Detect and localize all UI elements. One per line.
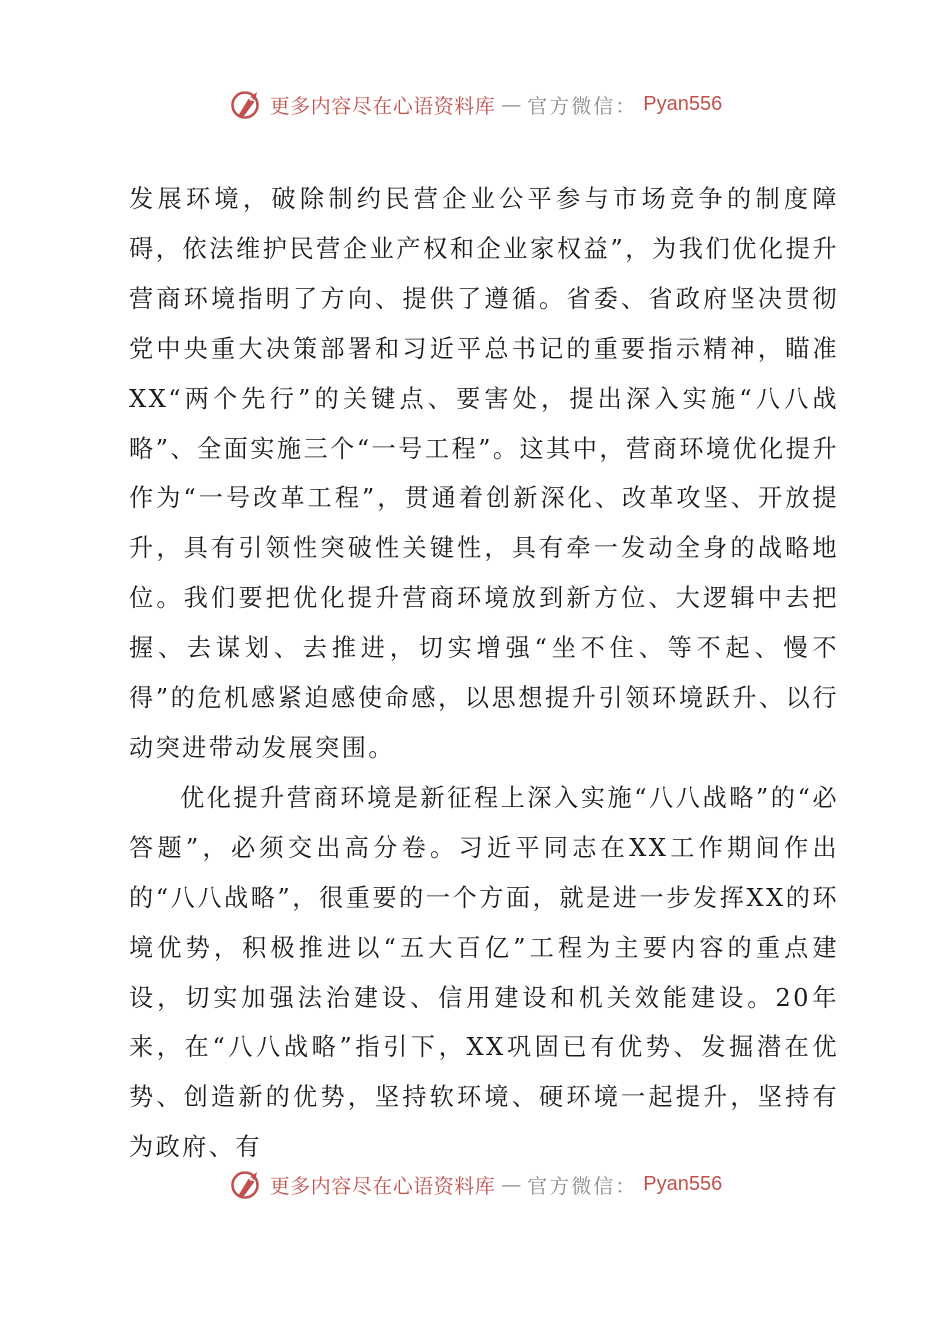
pen-nib-logo-icon <box>228 1166 264 1202</box>
header-banner-separator: — <box>501 92 522 116</box>
pen-nib-logo-icon <box>228 86 264 122</box>
paragraph-1: 发展环境，破除制约民营企业公平参与市场竞争的制度障碍，依法维护民营企业产权和企业家权益”，为我们优化提升营商环境指明了方向、提供了遵循。省委、省政府坚决贯彻党中央重大决策部署和习近平总书记的重要指示精神，瞄准XX“两个先行”的关键点、要害处，提出深入实施“八八战略”、全面实施三个“一号工程”。这其中，营商环境优化提升作为“一号改革工程”，贯通着创新深化、改革攻坚、开放提升，具有引领性突破性关键性，具有牵一发动全身的战略地位。我们要把优化提升营商环境放到新方位、大逻辑中去把握、去谋划、去推进，切实增强“坐不住、等不起、慢不得”的危机感紧迫感使命感，以思想提升引领环境跃升、以行动突进带动发展突围。 <box>129 185 839 762</box>
footer-banner <box>0 1164 950 1204</box>
footer-wechat-label: 官方微信： <box>527 1173 638 1198</box>
footer-wechat-id: Pyan556 <box>643 1172 723 1195</box>
document-body <box>129 175 839 1173</box>
header-banner <box>0 84 950 124</box>
header-banner-text: 更多内容尽在心语资料库 <box>269 93 496 118</box>
paragraph-2: 优化提升营商环境是新征程上深入实施“八八战略”的“必答题”，必须交出高分卷。习近平同志在XX工作期间作出的“八八战略”，很重要的一个方面，就是进一步发挥XX的环境优势，积极推进以“五大百亿”工程为主要内容的重点建设，切实加强法治建设、信用建设和机关效能建设。20年来，在“八八战略”指引下，XX巩固已有优势、发掘潜在优势、创造新的优势，坚持软环境、硬环境一起提升，坚持有为政府、有 <box>129 783 839 1162</box>
header-wechat-id: Pyan556 <box>643 92 723 115</box>
header-wechat-label: 官方微信： <box>527 93 638 118</box>
footer-banner-separator: — <box>501 1172 522 1196</box>
footer-banner-text: 更多内容尽在心语资料库 <box>269 1173 496 1198</box>
